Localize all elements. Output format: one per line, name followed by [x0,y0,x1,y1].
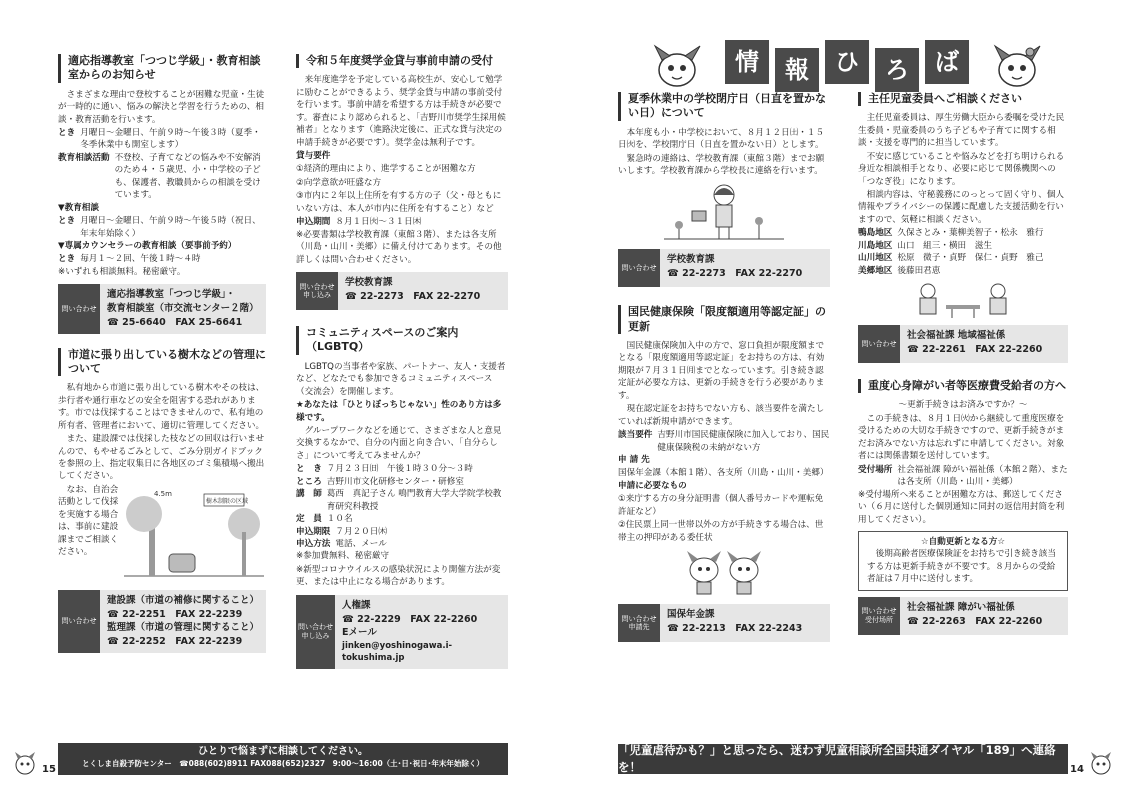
label: 申込期間 [296,217,331,228]
area-name: 山川地区 [858,253,893,264]
note: ※いずれも相談無料。秘密厳守。 [58,266,186,277]
value: ７月２３日㈰ 午後１時３０分～３時 [326,464,473,475]
paragraph: 現在認定証をお持ちでない方も、該当要件を満たしていれば新規申請ができます。 [618,404,825,427]
paragraph: 相談内容は、守秘義務にのっとって固く守り、個人情報やプライバシーの保護に配慮した支援活動を行いますので、気軽に相談ください。 [858,190,1064,225]
area-name: 川島地区 [858,240,893,251]
title-tile: ば [925,40,969,84]
value: 電話、メール [335,539,387,550]
list-item: ②向学意欲が旺盛な方 [296,177,382,188]
title-tile: 情 [725,40,769,84]
contact-line: Eメール [342,627,377,639]
label: とき [58,254,76,265]
footer-line: とくしま自殺予防センター ☎088(602)8911 FAX088(652)2327 9:00～16:00（土･日･祝日･年末年始除く） [82,758,484,768]
girl-watering-flowers-illustration [664,181,784,243]
subheading: ▼教育相談 [58,202,99,213]
area-members: 久保さとみ・葉柳美智子・松永 雅行 [897,228,1044,239]
column-2 [296,54,508,683]
value: 吉野川市国民健康保険に加入しており、国民健康保険税の未納がない方 [657,430,830,453]
contact-box [618,249,830,287]
area-name: 美郷地区 [858,265,893,276]
value: 不登校、子育てなどの悩みや不安解消のため４・５歳児、小・中学校の子ども、保護者、教職員からの相談を受けています。 [114,152,261,201]
contact-line: ☎ 22-2261 FAX 22-2260 [907,343,1043,355]
contact-line: 社会福祉課 地域福祉係 [907,330,1006,342]
contact-box [58,284,266,333]
section-title-tiles [725,40,969,92]
box-text: 後期高齢者医療保険証をお持ちで引き続き該当する方は更新手続きが不要です。８月からの受給者証は７月中に送付します。 [867,549,1056,585]
paragraph: LGBTQの当事者や家族、パートナー、友人・支援者など、どなたでも参加できるコミュニティスペース（交流会）を開催します。 [296,361,506,397]
section-heading: 夏季休業中の学校閉庁日（日直を置かない日）について [618,92,830,121]
label: 受付場所 [858,464,893,475]
contact-line: 学校教育課 [345,277,393,289]
mascot-footer-right-icon [1088,750,1114,776]
contact-tag: 問い合わせ 申請先 [618,604,660,642]
value: 月曜日～金曜日、午前９時～午後３時（夏季・冬季休業中も開室します） [80,127,261,151]
contact-line: ☎ 22-2263 FAX 22-2260 [907,615,1043,627]
mascots-illustration [679,548,769,598]
section-medical-subsidy [858,379,1068,635]
section-trees [58,348,266,653]
label: 該当要件 [618,430,653,441]
list-item: ③市内に２年以上住所を有する方の子（父・母ともにいない方は、本人が市内に住所を有すること）など [296,191,502,214]
paragraph: グループワークなどを通じて、さまざまな人と意見交換するなかで、自分の内面と向き合い、「自分らしさ」について考えてみませんか？ [296,425,502,461]
contact-line: ☎ 22-2251 FAX 22-2239 [107,608,243,620]
contact-line: 社会福祉課 障がい福祉係 [907,601,1015,613]
contact-line: 学校教育課 [667,254,715,266]
note: ※必要書類は学校教育課（東館３階）、または各支所（川島・山川・美郷）に備え付けてあります。その他詳しくは問い合わせください。 [296,229,502,265]
road-tree-illustration [124,484,264,584]
contact-box [618,604,830,642]
paragraph: この手続きは、８月１日㈫から継続して重度医療を受けるための大切な手続きですので、更新手続きがまだお済みでない方は忘れずに申請してください。対象者には関係書類を送付しています。 [858,413,1065,462]
contact-tag: 問い合わせ [858,325,900,363]
section-heading: 令和５年度奨学金貸与事前申請の受付 [296,54,508,68]
paragraph: 来年度進学を予定している高校生が、安心して勉学に励むことができるよう、奨学金貸与申請の事前受付を行います。事前申請を希望する方は手続きが必要です。審査により認められると、「吉野川市奨学生採用候補者」となります（進路決定後に、正式な貸与決定の申請手続きが必要です）。奨学金は無利子です。 [296,75,506,148]
section-child-welfare [858,92,1068,363]
contact-box [858,597,1068,635]
value: ７月２０日㈭ [335,526,387,537]
label: 教育相談活動 [58,152,110,163]
area-members: 後藤田君恵 [897,265,941,276]
contact-box [58,590,266,653]
title-tile: 報 [775,48,819,92]
label: とき [58,127,76,138]
contact-tag: 問い合わせ [58,590,100,653]
paragraph: 主任児童委員は、厚生労働大臣から委嘱を受けた民生委員・児童委員のうち子どもや子育てに関する相談・支援を専門的に担当しています。 [858,113,1065,149]
consultation-illustration [908,281,1018,319]
column-4 [858,92,1068,649]
section-tsutsuji [58,54,266,334]
paragraph: 私有地から市道に張り出している樹木やその枝は、歩行者や通行車などの安全を阻害する恐れがあります。市では伐採することはできませんので、私有地の所有者、管理者において、適切に管理してください。 [58,383,265,431]
contact-tag: 問い合わせ [618,249,660,287]
contact-line: 建設課（市道の補修に関すること） [107,594,260,606]
contact-line: 適応指導教室「つつじ学級」・ [107,289,236,301]
section-heading: 重度心身障がい者等医療費受給者の方へ [858,379,1068,393]
value: 吉野川市文化研修センター・研修室 [326,476,464,487]
value: 月曜日～金曜日、午前９時～午後５時（祝日、年末年始除く） [80,216,261,239]
page-number: 15 [42,764,56,775]
mascot-left-icon [650,40,705,90]
section-lgbtq [296,326,508,669]
contact-box [296,272,508,310]
title-tile: ひ [825,40,869,84]
footer-child-abuse: 「児童虐待かも？」と思ったら、迷わず児童相談所全国共通ダイヤル「189」へ連絡を！ [618,744,1068,774]
auto-renew-box [858,531,1068,591]
contact-box [296,595,508,669]
contact-box [858,325,1068,363]
section-heading: 主任児童委員へご相談ください [858,92,1068,106]
contact-line: 教育相談室（市交流センター２階） [107,303,259,315]
subheading: 申請に必要なもの [618,480,687,491]
label: 申 請 先 [618,455,650,466]
column-1 [58,54,266,667]
contact-line: ☎ 22-2273 FAX 22-2270 [345,290,481,302]
paragraph: さまざまな理由で登校することが困難な児童・生徒が一時的に通い、悩みの解決と学習を行うための、相談・教育活動を行います。 [58,89,265,125]
area-members: 松原 微子・貞野 保仁・貞野 雅己 [897,253,1044,264]
section-school-closure [618,92,830,287]
label: 定 員 [296,514,322,525]
contact-line: ☎ 22-2213 FAX 22-2243 [667,623,803,635]
mascot-right-icon [990,40,1045,90]
contact-tag: 問い合わせ 受付场所 [858,597,900,635]
value: ８月１日㈫～３１日㈭ [335,217,422,228]
list-item: ①来庁する方の身分証明書（個人番号カードや運転免許証など） [618,494,824,517]
list-item: ②住民票上同一世帯以外の方が手続きする場合は、世帯主の押印がある委任状 [618,520,824,543]
area-name: 鴨島地区 [858,228,893,239]
section-scholarship [296,54,508,310]
contact-line: ☎ 22-2273 FAX 22-2270 [667,268,803,280]
footer-line: ひとりで悩まずに相談してください。 [198,746,368,757]
contact-line: ☎ 22-2229 FAX 22-2260 [342,613,478,625]
label: とき [58,216,76,227]
email-link[interactable]: jinken@yoshinogawa.i-tokushima.jp [342,641,453,664]
label: 申込期限 [296,526,331,537]
value: １０名 [326,514,353,525]
contact-line: 人権課 [342,599,371,611]
subtitle: ～更新手続きはお済みですか？～ [898,400,1028,411]
label: 講 師 [296,489,322,500]
value: 毎月１～２回、午後１時～４時 [80,254,201,265]
contact-line: 監理課（市道の管理に関すること） [107,622,260,634]
footer-suicide-prevention [58,743,508,775]
illustration-label: 4.5m [154,489,172,498]
value: 社会福祉課 障がい福祉係（本館２階）、または各支所（川島・山川・美郷） [897,464,1068,488]
label: ところ [296,476,322,487]
contact-tag: 問い合わせ 申し込み [296,272,338,310]
contact-tag: 問い合わせ 申し込み [296,595,335,669]
contact-line: 国保年金課 [667,609,715,621]
section-heading: 市道に張り出している樹木などの管理について [58,348,266,377]
column-3 [618,92,830,656]
page-number: 14 [1070,764,1084,775]
contact-line: ☎ 22-2252 FAX 22-2239 [107,636,243,648]
subheading: 貸与要件 [296,151,331,162]
note: ※新型コロナウイルスの感染状況により開催方法が変更、または中止になる場合があります。 [296,564,501,588]
value: 葛西 真記子さん 鳴門教育大学大学院学校教育研究科教授 [326,489,502,512]
contact-line: ☎ 25-6640 FAX 25-6641 [107,316,243,328]
section-heading: 国民健康保険「限度額適用等認定証」の更新 [618,305,830,334]
label: と き [296,464,322,475]
paragraph: 緊急時の連絡は、学校教育課（東館３階）までお願いします。学校教育課から学校長に連絡を行います。 [618,153,825,176]
note: ※参加費無料、秘密厳守 [296,551,390,562]
subheading: ★あなたは「ひとりぼっちじゃない」性のあり方は多様です。 [296,400,502,423]
value: 国保年金課（本館１階）、各支所（川島・山川・美郷） [618,467,829,478]
box-heading: ☆自動更新となる方☆ [920,537,1006,548]
illustration-label: 樹木制限の区域 [206,497,249,505]
paragraph: また、建設課では伐採した枝などの回収は行いませんので、もやせるごみとして、ごみ分別ガイドブックを参照の上、指定収集日に各地区のゴミ集積場へ搬出してください。 [58,434,265,482]
label: 申込方法 [296,539,331,550]
section-health-insurance [618,305,830,642]
paragraph: 国民健康保険加入中の方で、窓口負担が限度額までとなる「限度額適用等認定証」をお持ちの方は、有効期限が７月３１日㈪までとなっています。引き続き認定証が必要な方は、更新の手続きを行う必要があります。 [618,341,825,401]
section-heading: コミュニティスペースのご案内（LGBTQ） [296,326,508,355]
subheading: ▼専属カウンセラーの教育相談（要事前予約） [58,241,237,252]
mascot-footer-left-icon [12,750,38,776]
list-item: ①経済的理由により、進学することが困難な方 [296,164,476,175]
note: ※受付場所へ来ることが困難な方は、郵送してください（６月に送付した個別通知に同封の返信用封筒を利用してください）。 [858,489,1065,525]
section-heading: 適応指導教室「つつじ学級」・教育相談室からのお知らせ [58,54,266,83]
paragraph: なお、自治会活動として伐採を実施する場合は、事前に建設課までご相談ください。 [58,484,119,558]
contact-tag: 問い合わせ [58,284,100,333]
area-members: 山口 組三・横田 滋生 [897,240,992,251]
paragraph: 本年度も小・中学校において、８月１２日㈯・１５日㈫を、学校閉庁日（日直を置かない日）とします。 [618,127,825,151]
title-tile: ろ [875,48,919,92]
paragraph: 不安に感じていることや悩みなどを打ち明けられる身近な相談相手となり、必要に応じて関係機関への「つなぎ役」になります。 [858,151,1065,187]
